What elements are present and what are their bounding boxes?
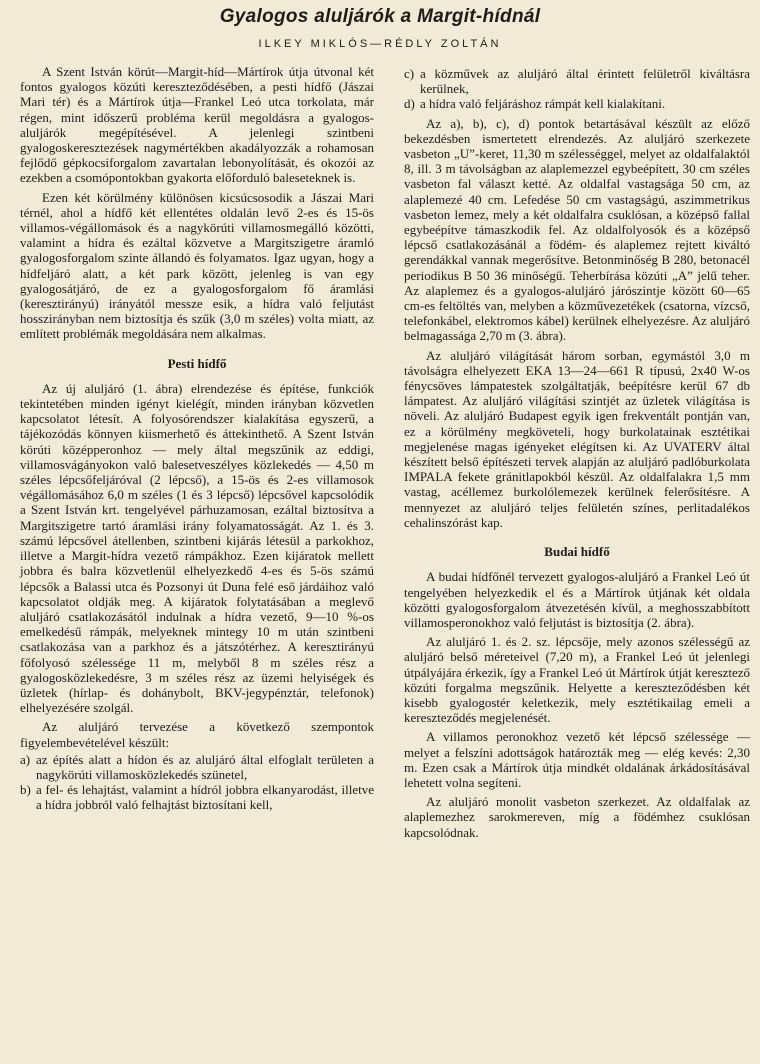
pest-paragraph-2: Az aluljáró tervezése a következő szempontok figyelembevételével készült: <box>20 719 374 750</box>
section-heading-pest: Pesti hídfő <box>167 355 227 371</box>
structure-paragraph: Az a), b), c), d) pontok betartásával készült az előző bekezdésben ismertetett elrendezés. Az aluljáró szerkezete vasbeton „U”-keret, 11,30 m szélességgel, melyet az oldalfalaktól 8, ill. 3 m távolságban az alaplemezzel egybeépített, 30 cm széles vasbeton fal választ ketté. Az oldalfal vastagsága 50 cm, az alaplemezé 40 cm. Lefedése 50 cm vastagságú, aszimmetrikus vasbeton lemez, mely a két oldalfalra csuklósan, a középső fallal egybeépítve támaszkodik fel. Az oldalfolyosók és a középső lépcső csatlakozásánál a födém- és alaplemez rejtett kiváltó gerendákkal vannak megerősítve. Betonminőség B 280, betonacél periodikus B 50 36 minőségű. Teherbírása közúti „A” jelű teher. Az alaplemez és a gyalogos-aluljáró járószintje között 60—65 cm-es feltöltés van, melyben a közművezetékek (csatorna, vízcső, telefonkábel, elektromos kábel) kerülnek elhelyezésre. Az aluljáró belmagassága 2,70 m (3. ábra). <box>404 115 750 344</box>
pest-paragraph-1: Az új aluljáró (1. ábra) elrendezése és építése, funkciók tekintetében minden igényt kielégít, minden irányban közvetlen kapcsolatot létesít. A folyosórendszer kialakítása egyszerű, a tájékozódás könnyen kiismerhető és áttekinthető. A Szent István körúti középperonhoz — mely által megszűnik az eddigi, villamosvágányokon való balesetveszélyes közlekedés — 4,50 m széles lépcsőfeljáróval (2 lépcső), a 15-ös és 2-es villamosok végállomásához 6,0 m széles (1 és 3 lépcső) lépcsővel kapcsolódik a Szent István krt. tengelyével párhuzamosan, ezáltal biztosítva a Margitszigetre tartó áramlási irány folyamatosságát. Az 1. és 3. számú lépcsővel átellenben, szintbeni kijárás létesül a parkokhoz, illetve a Margit-hídra vezető rámpákhoz. Ezen kijáratok mellett jobbra és balra közvetlenül elhelyezkedő 4-es és 5-ös számú lépcsők a Balassi utca és Pozsonyi út Duna felé eső járdáihoz való kapcsolatot oldják meg. A kijáratok folytatásában a meglevő aluljáró csatlakozásától indulnak a hídra vezető, 9—10 %-os emelkedésű rámpák, melyeknek mintegy 10 m után szintbeni csatlakozása van a parkhoz és a játszótérhez. A keresztirányú főfolyosó szélessége 11 m, melyből 8 m széles rész a gyalogosközlekedésre, 3 m széles rész az üzemi helyiségek és üzletek (hírlap- és dohánybolt, BKV-jegypénztár, telefonok) elhelyezésére szolgál. <box>20 380 374 716</box>
requirements-list-left <box>20 752 374 813</box>
list-item-label: d) <box>404 96 415 112</box>
buda-paragraph-3: A villamos peronokhoz vezető két lépcső szélessége — melyet a felszíni adottságok határozták meg — elég kevés: 2,30 m. Ezen csak a Mártírok útja mindkét oldalának árkádosításával lehetett volna segíteni. <box>404 729 750 790</box>
requirements-list-right <box>404 66 750 112</box>
list-item-label: a) <box>20 751 31 767</box>
list-item <box>20 782 374 812</box>
list-item-label: b) <box>20 782 31 798</box>
buda-paragraph-2: Az aluljáró 1. és 2. sz. lépcsője, mely azonos szélességű az aluljáró belső méreteivel (7,20 m), a Frankel Leó út jelenlegi útpályájára érkezik, így a Frankel Leó út Mártírok útját keresztező közúti forgalma megszűnik. Helyette a kereszteződésben két kisebb gyalogostér keletkezik, mely esztétikailag emeli a kereszteződés megjelenését. <box>404 634 750 726</box>
list-item <box>404 66 750 96</box>
buda-paragraph-4: Az aluljáró monolit vasbeton szerkezet. Az oldalfalak az alaplemezhez sarokmereven, míg a födémhez csuklósan kapcsolódnak. <box>404 794 750 840</box>
intro-paragraph-1: A Szent István körút—Margit-híd—Mártírok útja útvonal két fontos gyalogos közúti kereszteződésében, a pesti hídfő (Jászai Mari tér) és a Mártírok útja—Frankel Leó utca torkolata, már régen, mint időszerű probléma kerül megoldásra a gyalogos-aluljárók megépítésével. A jelenlegi szintbeni gyalogoskeresztezések nagymértékben akadályozzák a rohamosan fejlődő gépkocsiforgalom zavartalan lebonyolítását, és okozói az ezekben a csomópontokban gyakorta előforduló baleseteknek is. <box>20 64 374 186</box>
list-item-text: az építés alatt a hídon és az aluljáró által elfoglalt területen a nagykörúti villamosközlekedés szünetel, <box>36 751 374 782</box>
list-item-text: a hídra való feljáráshoz rámpát kell kialakítani. <box>420 96 666 112</box>
left-column <box>20 64 374 815</box>
right-column <box>404 64 750 840</box>
lighting-paragraph: Az aluljáró világítását három sorban, egymástól 3,0 m távolságra elhelyezett EKA 13—24—661 R típusú, 2x40 W-os fénycsöves lámpatestek szolgáltatják, beépítésre kerül 67 db lámpatest. Az aluljáró világítási szintjét az üzletek világítása is növeli. Az aluljáró Budapest egyik igen frekventált pontján van, ez a körülmény megköveteli, hogy burkolatainak esztétikai megjelenése magas igényeket elégítsen ki. Az UVATERV által készített belső építészeti tervek alapján az aluljáró padlóburkolata IMPALA fekete gránitlapokból készül. Az oldalfalakra 1,5 mm vastag, acéllemez burkolólemezek kerülnek felerősítésre. A mennyezet az aluljáró teljes felületén színes, perlitadalékos cehalinszórást kap. <box>404 347 750 530</box>
section-heading-buda: Budai hídfő <box>544 544 610 560</box>
list-item <box>20 752 374 782</box>
list-item-text: a fel- és lehajtást, valamint a hídról jobbra elkanyarodást, illetve a hídra jobbról való felhajtást biztosítani kell, <box>36 782 374 813</box>
list-item <box>404 96 750 111</box>
buda-paragraph-1: A budai hídfőnél tervezett gyalogos-aluljáró a Frankel Leó út tengelyében helyezkedik el és a Mártírok útjának két oldala közötti gyalogosforgalom átvezetésén kívül, a meghosszabbított villamosperonokhoz való feljutást is biztosítja (2. ábra). <box>404 569 750 630</box>
list-item-text: a közművek az aluljáró által érintett felületről kiváltásra kerülnek, <box>420 66 750 97</box>
article-title: Gyalogos aluljárók a Margit-hídnál <box>219 6 541 27</box>
article-authors: ILKEY MIKLÓS—RÉDLY ZOLTÁN <box>258 38 502 50</box>
list-item-label: c) <box>404 66 415 81</box>
intro-paragraph-2: Ezen két körülmény különösen kicsúcsosodik a Jászai Mari térnél, ahol a hídfő két ellentétes oldalán levő 2-es és 15-ös villamos-végállomások és a nagykörúti villamosmegálló közötti, valamint a hídra és ezáltal közvetve a Margitszigetre áramló gyalogosforgalom szinte állandó és folyamatos. Igaz ugyan, hogy a hídfeljáró alatt, a két park között, jelenleg is van egy gyalogosátjáró, de ez a gyalogosforgalom fő áramlási (keresztirányú) irányától messze esik, a hídra való feljutást hosszirányban nem biztosítja és szűk (3,0 m széles) volta miatt, az említett problémák megoldására nem alkalmas. <box>20 189 374 342</box>
